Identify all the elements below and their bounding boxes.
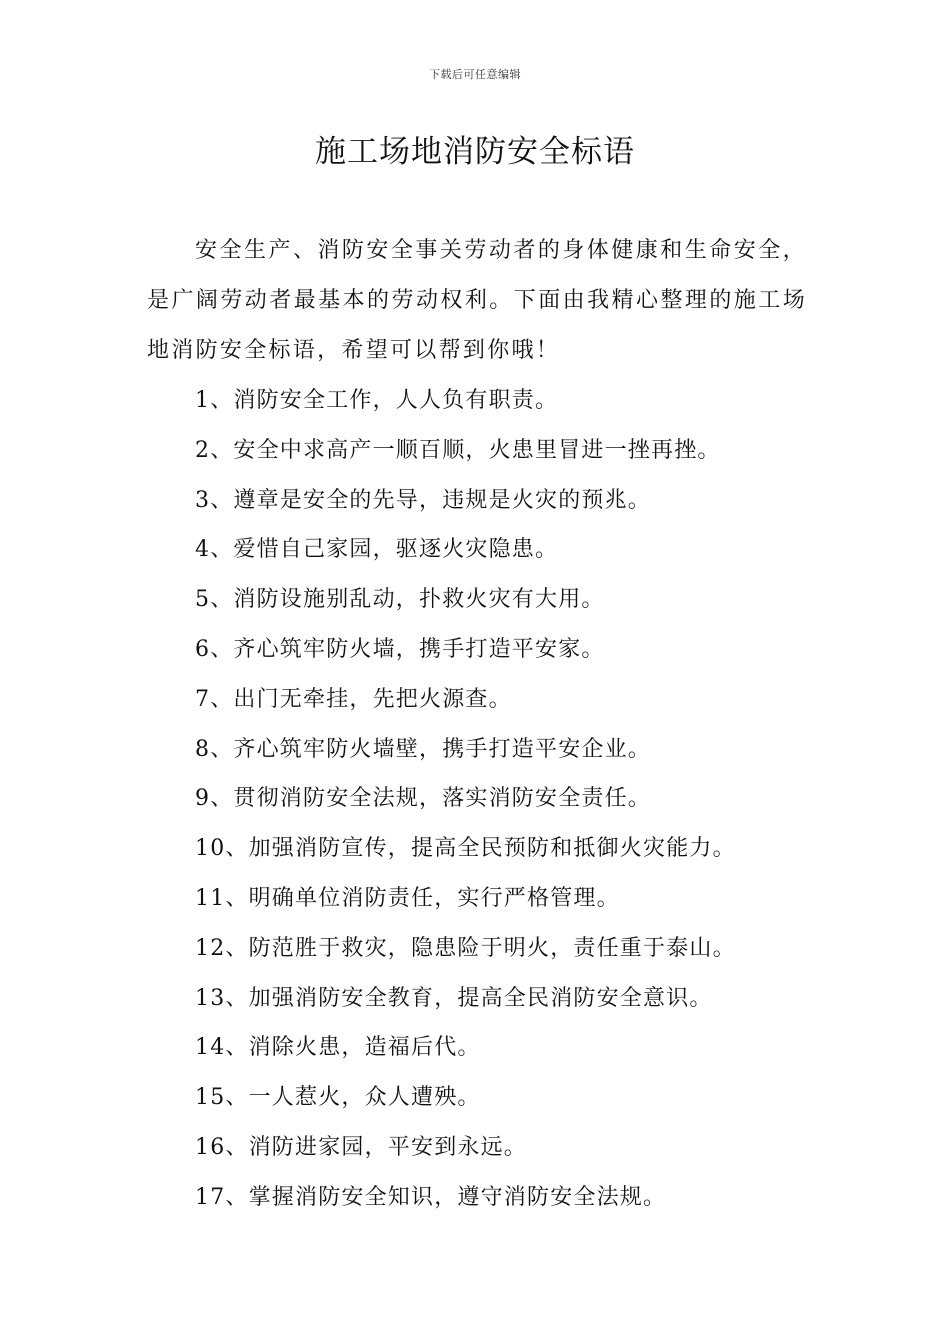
slogan-item: 5、消防设施别乱动，扑救火灾有大用。 bbox=[195, 587, 605, 613]
slogan-item: 12、防范胜于救灾，隐患险于明火，责任重于泰山。 bbox=[195, 935, 736, 961]
slogan-item: 1、消防安全工作，人人负有职责。 bbox=[195, 388, 559, 413]
intro-paragraph: 安全生产、消防安全事关劳动者的身体健康和生命安全，是广阔劳动者最基本的劳动权利。下面由我精心整理的施工场地消防安全标语，希望可以帮到你哦！ bbox=[147, 238, 807, 363]
slogan-item: 13、加强消防安全教育，提高全民消防安全意识。 bbox=[195, 985, 713, 1011]
slogan-item: 16、消防进家园，平安到永远。 bbox=[195, 1134, 527, 1160]
slogan-item: 2、安全中求高产一顺百顺，火患里冒进一挫再挫。 bbox=[195, 437, 721, 463]
header-note: 下载后可任意编辑 bbox=[429, 68, 521, 81]
slogan-list bbox=[147, 376, 807, 1223]
document-body bbox=[147, 226, 807, 1223]
slogan-item: 4、爱惜自己家园，驱逐火灾隐患。 bbox=[195, 537, 559, 563]
slogan-item: 7、出门无牵挂，先把火源查。 bbox=[195, 686, 512, 712]
slogan-item: 14、消除火患，造福后代。 bbox=[195, 1035, 481, 1061]
slogan-item: 17、掌握消防安全知识，遵守消防安全法规。 bbox=[195, 1184, 667, 1210]
slogan-item: 8、齐心筑牢防火墙壁，携手打造平安企业。 bbox=[195, 736, 651, 762]
slogan-item: 9、贯彻消防安全法规，落实消防安全责任。 bbox=[195, 786, 651, 812]
slogan-item: 10、加强消防宣传，提高全民预防和抵御火灾能力。 bbox=[195, 836, 736, 862]
slogan-item: 15、一人惹火，众人遭殃。 bbox=[195, 1085, 481, 1111]
slogan-item: 11、明确单位消防责任，实行严格管理。 bbox=[195, 885, 620, 911]
slogan-item: 3、遵章是安全的先导，违规是火灾的预兆。 bbox=[195, 487, 651, 513]
slogan-item: 6、齐心筑牢防火墙，携手打造平安家。 bbox=[195, 636, 605, 662]
document-title: 施工场地消防安全标语 bbox=[315, 134, 635, 170]
